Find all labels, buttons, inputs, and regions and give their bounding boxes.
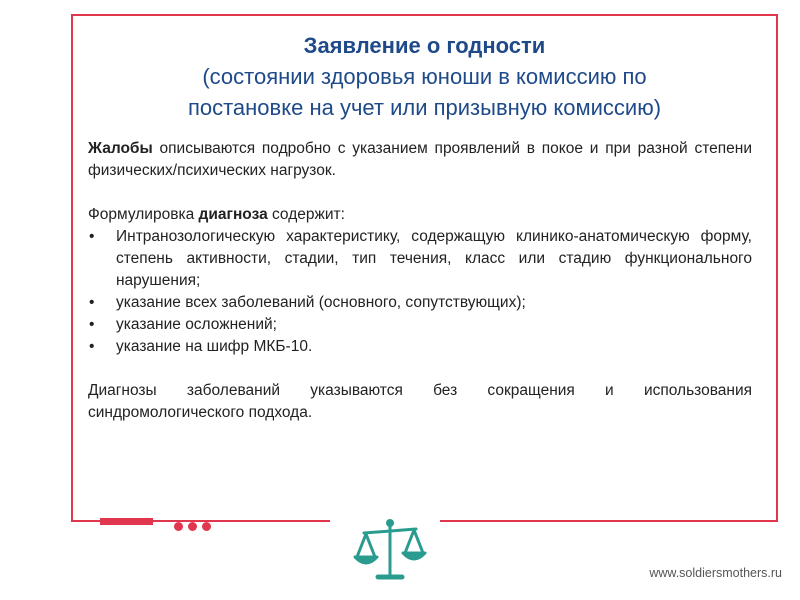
- title-line-2: (состоянии здоровья юноши в комиссию по: [202, 64, 647, 89]
- complaints-text: описываются подробно с указанием проявлений в покое и при разной степени физических/психических нагрузок.: [88, 140, 752, 179]
- diagnosis-intro-after: содержит:: [267, 206, 345, 223]
- slide-body: [88, 138, 752, 424]
- list-item: [88, 226, 752, 292]
- title-line-3: постановке на учет или призывную комиссию): [187, 95, 662, 120]
- title-line-1: Заявление о годности: [303, 33, 546, 58]
- bullet-icon: •: [89, 294, 95, 311]
- list-item-text: Интранозологическую характеристику, содержащую клинико-анатомическую форму, степень активности, стадии, тип течения, класс или стадию функционального нарушения;: [116, 228, 752, 289]
- diagnosis-intro: [88, 204, 752, 226]
- footer-url[interactable]: www.soldiersmothers.ru: [649, 566, 782, 580]
- list-item: [88, 314, 752, 336]
- complaints-paragraph: [88, 138, 752, 182]
- decorative-dots: [174, 518, 216, 536]
- decorative-dash: [100, 518, 153, 525]
- slide-title: [71, 30, 778, 123]
- list-item-text: указание всех заболеваний (основного, сопутствующих);: [116, 294, 526, 311]
- complaints-bold: Жалобы: [88, 140, 153, 157]
- list-item-text: указание осложнений;: [116, 316, 277, 333]
- bullet-icon: •: [89, 228, 95, 245]
- diagnosis-intro-before: Формулировка: [88, 206, 199, 223]
- diagnosis-intro-bold: диагноза: [198, 206, 268, 223]
- list-item: [88, 336, 752, 358]
- diagnosis-list: [88, 226, 752, 358]
- closing-paragraph: Диагнозы заболеваний указываются без сокращения и использования синдромологического подхода.: [88, 382, 752, 421]
- list-item-text: указание на шифр МКБ-10.: [116, 338, 313, 355]
- list-item: [88, 292, 752, 314]
- bullet-icon: •: [89, 316, 95, 333]
- scales-of-justice-icon: [352, 515, 428, 587]
- bullet-icon: •: [89, 338, 95, 355]
